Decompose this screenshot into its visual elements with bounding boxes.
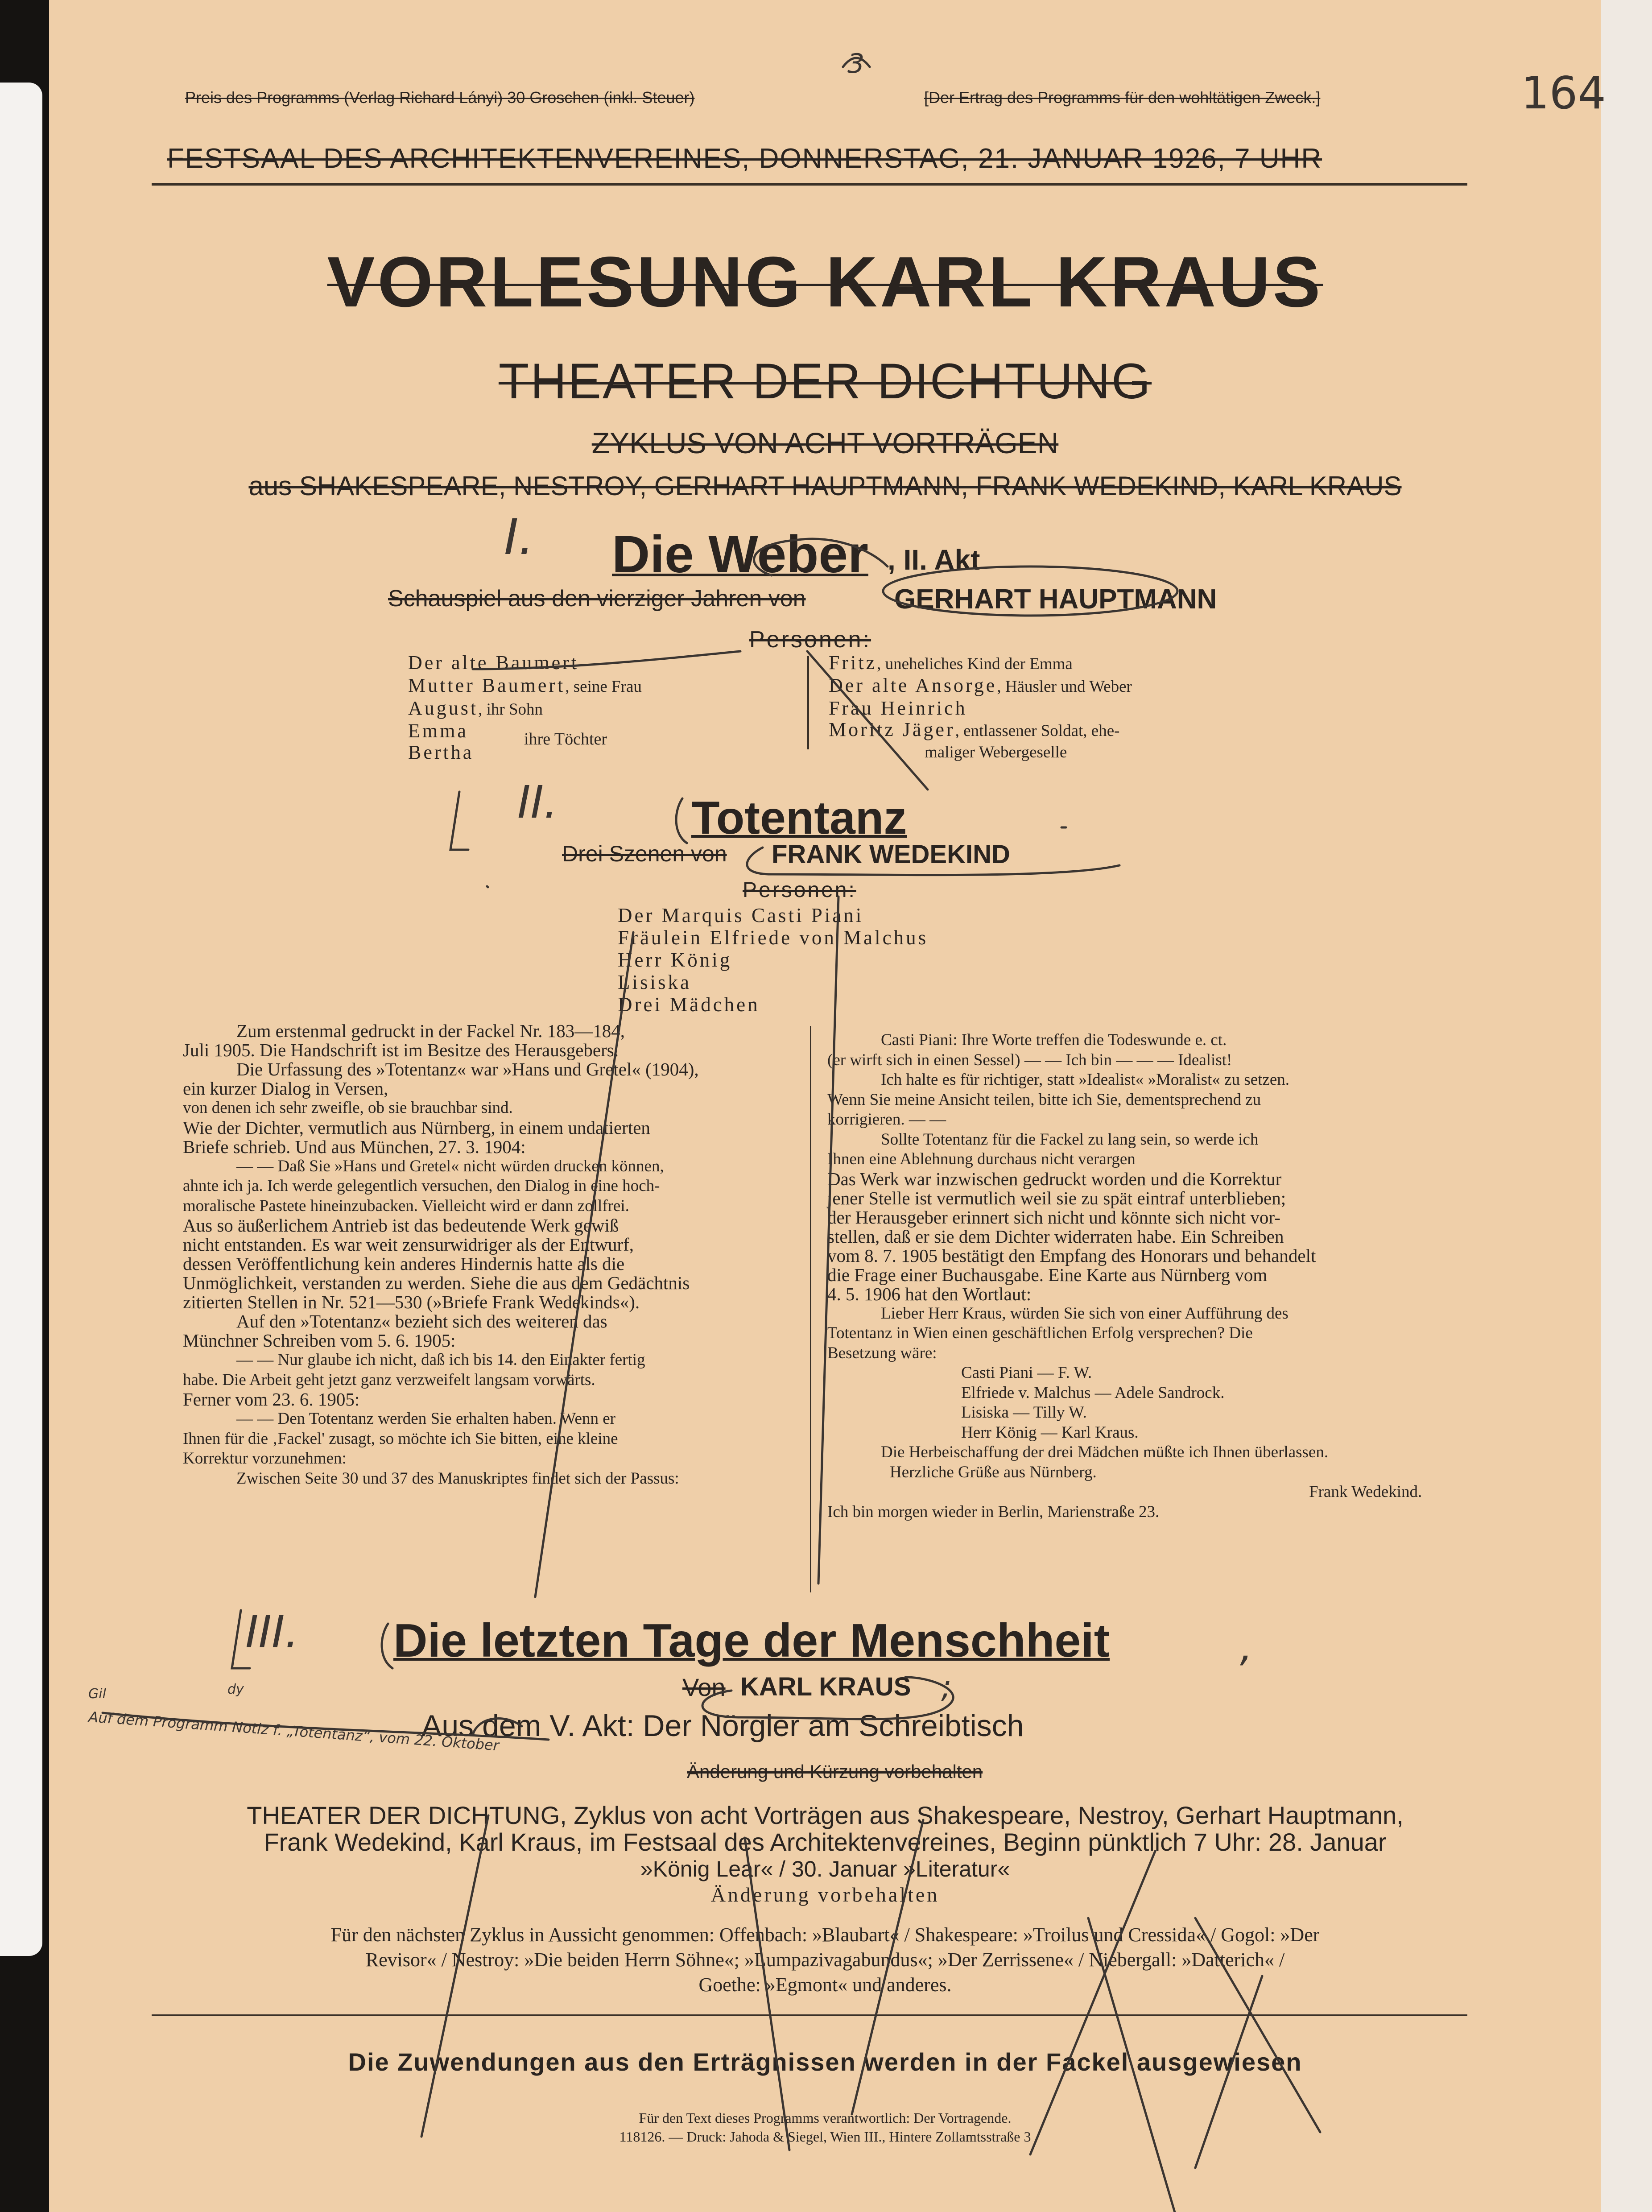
part3-von: Von: [682, 1673, 726, 1701]
main-title: VORLESUNG KARL KRAUS: [327, 242, 1323, 322]
part2-author: FRANK WEDEKIND: [772, 840, 1010, 869]
pencil-squiggle: [843, 58, 870, 67]
part1-title: Die Weber: [612, 525, 868, 584]
text-line: korrigieren. — —: [827, 1110, 946, 1129]
part1-number: I.: [504, 509, 534, 566]
text-line: Lisiska — Tilly W.: [961, 1403, 1087, 1422]
text-line: Casti Piani: Ihre Worte treffen die Todeswunde e. ct.: [881, 1031, 1227, 1049]
adjacent-sheet: [0, 83, 42, 1956]
part3-number: III.: [245, 1606, 299, 1658]
part2-subtitle: Drei Szenen von: [562, 841, 727, 866]
part3-title: Die letzten Tage der Menschheit: [393, 1614, 1110, 1667]
text-line: Elfriede v. Malchus — Adele Sandrock.: [961, 1383, 1225, 1402]
cast-entry: Mutter Baumert, seine Frau: [408, 674, 642, 696]
cycle-subtitle: ZYKLUS VON ACHT VORTRÄGEN: [591, 426, 1059, 459]
part2-title: Totentanz: [691, 792, 907, 844]
announcement-1: THEATER DER DICHTUNG, Zyklus von acht Vorträgen aus Shakespeare, Nestroy, Gerhart Hauptmann,: [247, 1801, 1404, 1829]
authors-line: aus SHAKESPEARE, NESTROY, GERHART HAUPTMANN, FRANK WEDEKIND, KARL KRAUS: [248, 471, 1402, 501]
text-line: — — Den Totentanz werden Sie erhalten haben. Wenn er: [236, 1410, 615, 1428]
price-line: Preis des Programms (Verlag Richard Lányi) 30 Groschen (inkl. Steuer): [185, 88, 695, 107]
text-line: Frank Wedekind.: [1309, 1483, 1422, 1501]
text-line: nicht entstanden. Es war weit zensurwidriger als der Entwurf,: [183, 1234, 634, 1255]
text-line: Lieber Herr Kraus, würden Sie sich von einer Aufführung des: [881, 1304, 1289, 1323]
program-page: [49, 0, 1606, 2212]
text-line: der Herausgeber erinnert sich nicht und könnte sich nicht vor-: [827, 1207, 1280, 1228]
part3-paren: [382, 1624, 392, 1668]
text-line: Auf den »Totentanz« bezieht sich des weiteren das: [236, 1311, 607, 1331]
pencil-line-5: [1030, 1851, 1155, 2154]
text-line: Zwischen Seite 30 und 37 des Manuskriptes findet sich der Passus:: [236, 1469, 679, 1488]
text-line: Briefe schrieb. Und aus München, 27. 3. 1904:: [183, 1136, 526, 1157]
text-line: Aus so äußerlichem Antrieb ist das bedeutende Werk gewiß: [183, 1215, 619, 1236]
proceeds-statement: Die Zuwendungen aus den Erträgnissen werden in der Fackel ausgewiesen: [348, 2048, 1302, 2076]
pencil-line-4: [852, 1820, 923, 2114]
text-line: — — Daß Sie »Hans und Gretel« nicht würden drucken können,: [236, 1157, 664, 1175]
part1-bracket: [754, 539, 888, 575]
text-line: Herzliche Grüße aus Nürnberg.: [890, 1463, 1097, 1481]
cast-entry: Fritz, uneheliches Kind der Emma: [829, 652, 1073, 674]
text-line: Unmöglichkeit, verstanden zu werden. Siehe die aus dem Gedächtnis: [183, 1273, 690, 1293]
part2-author-circle: [747, 848, 1119, 875]
text-line: Besetzung wäre:: [827, 1344, 937, 1362]
text-line: Ich bin morgen wieder in Berlin, Marienstraße 23.: [827, 1502, 1160, 1521]
handwritten-note-a: Gil: [88, 1686, 106, 1702]
proceeds-note: [Der Ertrag des Programms für den wohltätigen Zweck.]: [924, 88, 1321, 107]
text-line: 4. 5. 1906 hat den Wortlaut:: [827, 1283, 1032, 1304]
cast-entry-cont: maliger Webergeselle: [925, 743, 1067, 761]
next-cycle-3: Goethe: »Egmont« und anderes.: [698, 1974, 952, 1996]
cast-entry: Der Marquis Casti Piani: [618, 904, 864, 926]
text-line: moralische Pastete hineinzubacken. Vielleicht wird er dann zollfrei.: [183, 1196, 629, 1215]
pencil-long-line-2: [535, 932, 633, 1597]
part3-excerpt: Aus dem V. Akt: Der Nörgler am Schreibtisch: [421, 1709, 1024, 1743]
part2-paren: [676, 798, 687, 843]
pencil-line-7: [1195, 1918, 1320, 2132]
part3-comma: ,: [1240, 1624, 1253, 1670]
text-line: Ich halte es für richtiger, statt »Idealist« »Moralist« zu setzen.: [881, 1071, 1290, 1089]
pencil-line-6: [1088, 1918, 1177, 2212]
text-line: Totentanz in Wien einen geschäftlichen Erfolg versprechen? Die: [827, 1324, 1253, 1342]
part2-number: II.: [517, 776, 558, 828]
text-line: von denen ich sehr zweifle, ob sie brauchbar sind.: [183, 1099, 513, 1117]
cast-entry: Lisiska: [618, 971, 691, 993]
print-responsibility: Für den Text dieses Programms verantwortlich: Der Vortragende.: [639, 2110, 1012, 2126]
cast-entry: Moritz Jäger, entlassener Soldat, ehe-: [829, 719, 1120, 740]
part1-author: GERHART HAUPTMANN: [894, 584, 1217, 615]
part3-author-circle: [702, 1677, 953, 1719]
announcement-2: Frank Wedekind, Karl Kraus, im Festsaal des Architektenvereines, Beginn pünktlich 7 Uhr: 28. Januar: [264, 1828, 1387, 1856]
text-line: Die Herbeischaffung der drei Mädchen müßte ich Ihnen überlassen.: [881, 1443, 1329, 1461]
part3-reservation: Änderung und Kürzung vorbehalten: [687, 1761, 983, 1782]
pencil-stroke: [807, 651, 928, 790]
cast-entry: Emma: [408, 720, 468, 742]
cast-entry: August, ihr Sohn: [408, 697, 543, 719]
part1-persons-label: Personen:: [749, 627, 871, 653]
text-line: Münchner Schreiben vom 5. 6. 1905:: [183, 1330, 456, 1351]
page-number: 164: [1521, 67, 1606, 119]
text-line: ein kurzer Dialog in Versen,: [183, 1078, 388, 1099]
part1-subtitle: Schauspiel aus den vierziger Jahren von: [388, 586, 806, 612]
pencil-dot-2: [487, 886, 488, 887]
cast-entry: Der alte Baumert: [408, 652, 579, 674]
text-line: Juli 1905. Die Handschrift ist im Besitze des Herausgebers.: [183, 1040, 619, 1060]
text-line: Wie der Dichter, vermutlich aus Nürnberg, in einem undatierten: [183, 1117, 650, 1138]
pencil-long-line: [818, 897, 838, 1584]
text-line: Sollte Totentanz für die Fackel zu lang sein, so werde ich: [881, 1130, 1259, 1149]
announcement-3: »König Lear« / 30. Januar »Literatur«: [640, 1856, 1010, 1881]
text-line: vom 8. 7. 1905 bestätigt den Empfang des Honorars und behandelt: [827, 1245, 1316, 1266]
part1-author-circle: [883, 566, 1177, 616]
text-line: Ihnen für die ‚Fackel' zusagt, so möchte ich Sie bitten, eine kleine: [183, 1429, 618, 1448]
part3-author: KARL KRAUS: [740, 1672, 911, 1701]
cast-entry: Frau Heinrich: [829, 697, 967, 719]
cast-entry: Bertha: [408, 741, 474, 763]
venue-line: FESTSAAL DES ARCHITEKTENVEREINES, DONNERSTAG, 21. JANUAR 1926, 7 UHR: [167, 143, 1322, 174]
part3-bracket: [232, 1610, 250, 1668]
daughters-note: ihre Töchter: [524, 730, 607, 748]
text-line: Das Werk war inzwischen gedruckt worden und die Korrektur: [827, 1168, 1282, 1189]
next-cycle-1: Für den nächsten Zyklus in Aussicht genommen: Offenbach: »Blaubart« / Shakespeare: »Troilus und Cressida« / Gogol: »Der: [330, 1924, 1320, 1946]
part3-semicolon: ;: [941, 1668, 952, 1705]
cast-entry: Fräulein Elfriede von Malchus: [618, 926, 929, 949]
handwritten-note: Auf dem Programm Notiz f. „Totentanz“, vom 22. Oktober: [88, 1708, 500, 1754]
part2-persons-label: Personen:: [743, 878, 856, 902]
text-line: dessen Veröffentlichung kein anderes Hindernis hatte als die: [183, 1253, 625, 1274]
theater-title: THEATER DER DICHTUNG: [498, 353, 1152, 409]
pencil-line-8: [1195, 1976, 1262, 2168]
pencil-line-3: [421, 1815, 488, 2137]
text-line: zitierten Stellen in Nr. 521—530 (»Briefe Frank Wedekinds«).: [183, 1292, 640, 1312]
next-cycle-2: Revisor« / Nestroy: »Die beiden Herrn Söhne«; »Lumpazivagabundus«; »Der Zerrissene« / Niebergall: »Datterich« /: [365, 1949, 1285, 1971]
pencil-line: [473, 651, 740, 669]
part3-hook: [473, 1719, 522, 1735]
text-line: habe. Die Arbeit geht jetzt ganz verzweifelt langsam vorwärts.: [183, 1370, 595, 1389]
announcement-4: Änderung vorbehalten: [710, 1883, 940, 1906]
text-line: die Frage einer Buchausgabe. Eine Karte aus Nürnberg vom: [827, 1264, 1268, 1285]
text-line: Herr König — Karl Kraus.: [961, 1423, 1139, 1442]
pencil-mark: 3: [847, 48, 865, 79]
printer-imprint: 118126. — Druck: Jahoda & Siegel, Wien III., Hintere Zollamtsstraße 3: [619, 2129, 1031, 2145]
text-line: Korrektur vorzunehmen:: [183, 1449, 347, 1468]
cast-entry: Herr König: [618, 949, 732, 971]
text-line: Casti Piani — F. W.: [961, 1364, 1092, 1382]
text-line: jener Stelle ist vermutlich weil sie zu spät eintraf unterblieben;: [827, 1187, 1286, 1208]
text-line: — — Nur glaube ich nicht, daß ich bis 14. den Einakter fertig: [236, 1351, 645, 1369]
part1-act: , II. Akt: [888, 544, 980, 576]
cast-entry: Der alte Ansorge, Häusler und Weber: [829, 674, 1132, 696]
text-line: stellen, daß er sie dem Dichter widerraten habe. Ein Schreiben: [827, 1226, 1284, 1247]
text-line: Ferner vom 23. 6. 1905:: [183, 1389, 360, 1410]
pencil-line-9: [745, 1838, 789, 2150]
text-line: (er wirft sich in einen Sessel) — — Ich bin — — — Idealist!: [827, 1050, 1232, 1069]
text-line: Ihnen eine Ablehnung durchaus nicht verargen: [827, 1150, 1136, 1168]
text-line: ahnte ich ja. Ich werde gelegentlich versuchen, den Dialog in eine hoch-: [183, 1177, 660, 1195]
text-line: Zum erstenmal gedruckt in der Fackel Nr. 183—184,: [236, 1021, 625, 1041]
note-underline: [103, 1713, 549, 1740]
text-line: Wenn Sie meine Ansicht teilen, bitte ich Sie, dementsprechend zu: [827, 1090, 1261, 1109]
text-line: Die Urfassung des »Totentanz« war »Hans und Gretel« (1904),: [236, 1059, 699, 1079]
cast-entry: Drei Mädchen: [618, 993, 760, 1016]
handwritten-note-b: dy: [227, 1682, 244, 1697]
pencil-annotations: [49, 0, 1601, 2212]
part2-bracket: [450, 792, 468, 850]
